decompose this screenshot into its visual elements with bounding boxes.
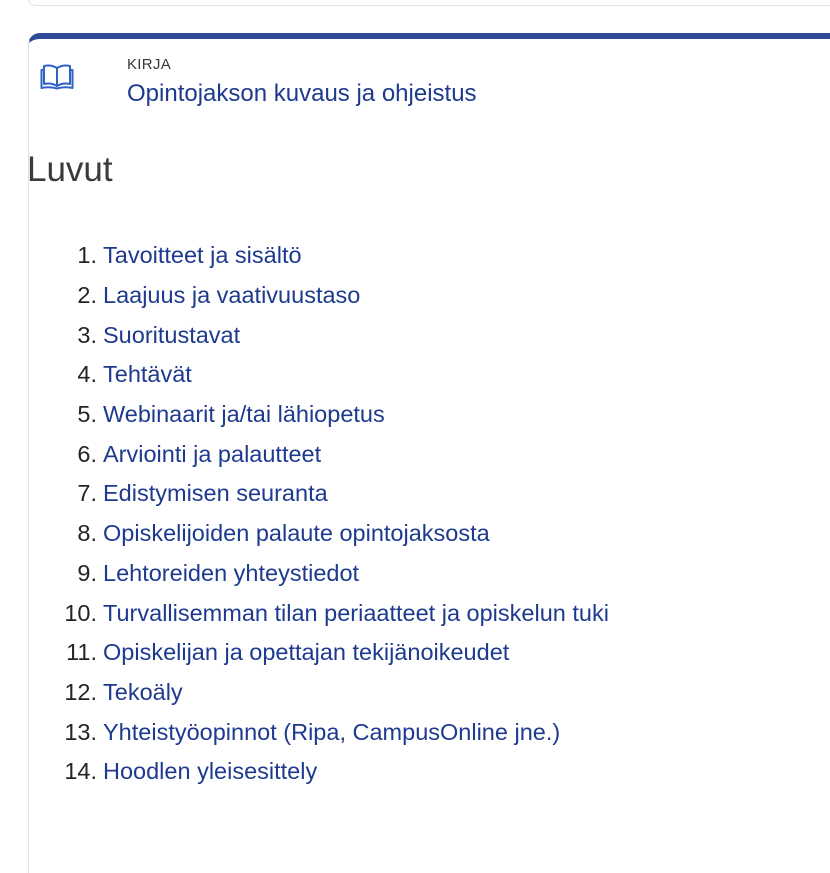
chapter-item <box>35 315 609 355</box>
chapter-number: 2. <box>77 282 97 309</box>
chapter-number: 14. <box>64 758 97 785</box>
chapter-link[interactable]: Arviointi ja palautteet <box>103 440 322 467</box>
chapter-number: 3. <box>77 321 97 348</box>
chapter-number: 6. <box>77 440 97 467</box>
chapter-item <box>35 752 609 792</box>
chapter-link[interactable]: Opiskelijan ja opettajan tekijänoikeudet <box>103 639 510 666</box>
chapter-link[interactable]: Webinaarit ja/tai lähiopetus <box>103 401 385 428</box>
chapter-link[interactable]: Opiskelijoiden palaute opintojaksosta <box>103 520 490 547</box>
chapter-link[interactable]: Laajuus ja vaativuustaso <box>103 282 361 309</box>
activity-type-label: KIRJA <box>127 56 172 73</box>
chapter-number: 8. <box>77 520 97 547</box>
chapter-link[interactable]: Tavoitteet ja sisältö <box>103 242 302 269</box>
chapter-link[interactable]: Suoritustavat <box>103 321 241 348</box>
chapters-heading: Luvut <box>27 150 113 189</box>
chapter-link[interactable]: Yhteistyöopinnot (Ripa, CampusOnline jne.) <box>103 718 561 745</box>
chapter-item <box>35 236 609 276</box>
chapter-item <box>35 554 609 594</box>
chapter-item <box>35 712 609 752</box>
chapter-number: 7. <box>77 480 97 507</box>
chapter-item <box>35 633 609 673</box>
chapter-link[interactable]: Turvallisemman tilan periaatteet ja opiskelun tuki <box>103 599 609 626</box>
chapter-item <box>35 395 609 435</box>
chapter-number: 10. <box>64 599 97 626</box>
chapter-link[interactable]: Edistymisen seuranta <box>103 480 328 507</box>
chapter-number: 5. <box>77 401 97 428</box>
activity-header <box>40 55 477 109</box>
chapter-link[interactable]: Tekoäly <box>103 678 183 705</box>
chapter-number: 9. <box>77 559 97 586</box>
chapter-number: 13. <box>64 718 97 745</box>
chapter-number: 1. <box>77 242 97 269</box>
chapter-item <box>35 593 609 633</box>
chapter-item <box>35 514 609 554</box>
chapter-item <box>35 276 609 316</box>
previous-activity-card <box>28 0 830 6</box>
chapter-list <box>35 236 609 792</box>
chapter-link[interactable]: Lehtoreiden yhteystiedot <box>103 559 360 586</box>
chapter-item <box>35 355 609 395</box>
chapter-number: 12. <box>64 678 97 705</box>
chapter-number: 11. <box>66 639 97 666</box>
chapter-number: 4. <box>77 361 97 388</box>
chapter-item <box>35 474 609 514</box>
activity-title-link[interactable]: Opintojakson kuvaus ja ohjeistus <box>127 80 477 107</box>
chapter-link[interactable]: Tehtävät <box>103 361 192 388</box>
activity-text <box>127 55 477 109</box>
chapter-item <box>35 673 609 713</box>
book-open-icon <box>40 59 74 93</box>
chapter-item <box>35 434 609 474</box>
chapter-link[interactable]: Hoodlen yleisesittely <box>103 758 318 785</box>
